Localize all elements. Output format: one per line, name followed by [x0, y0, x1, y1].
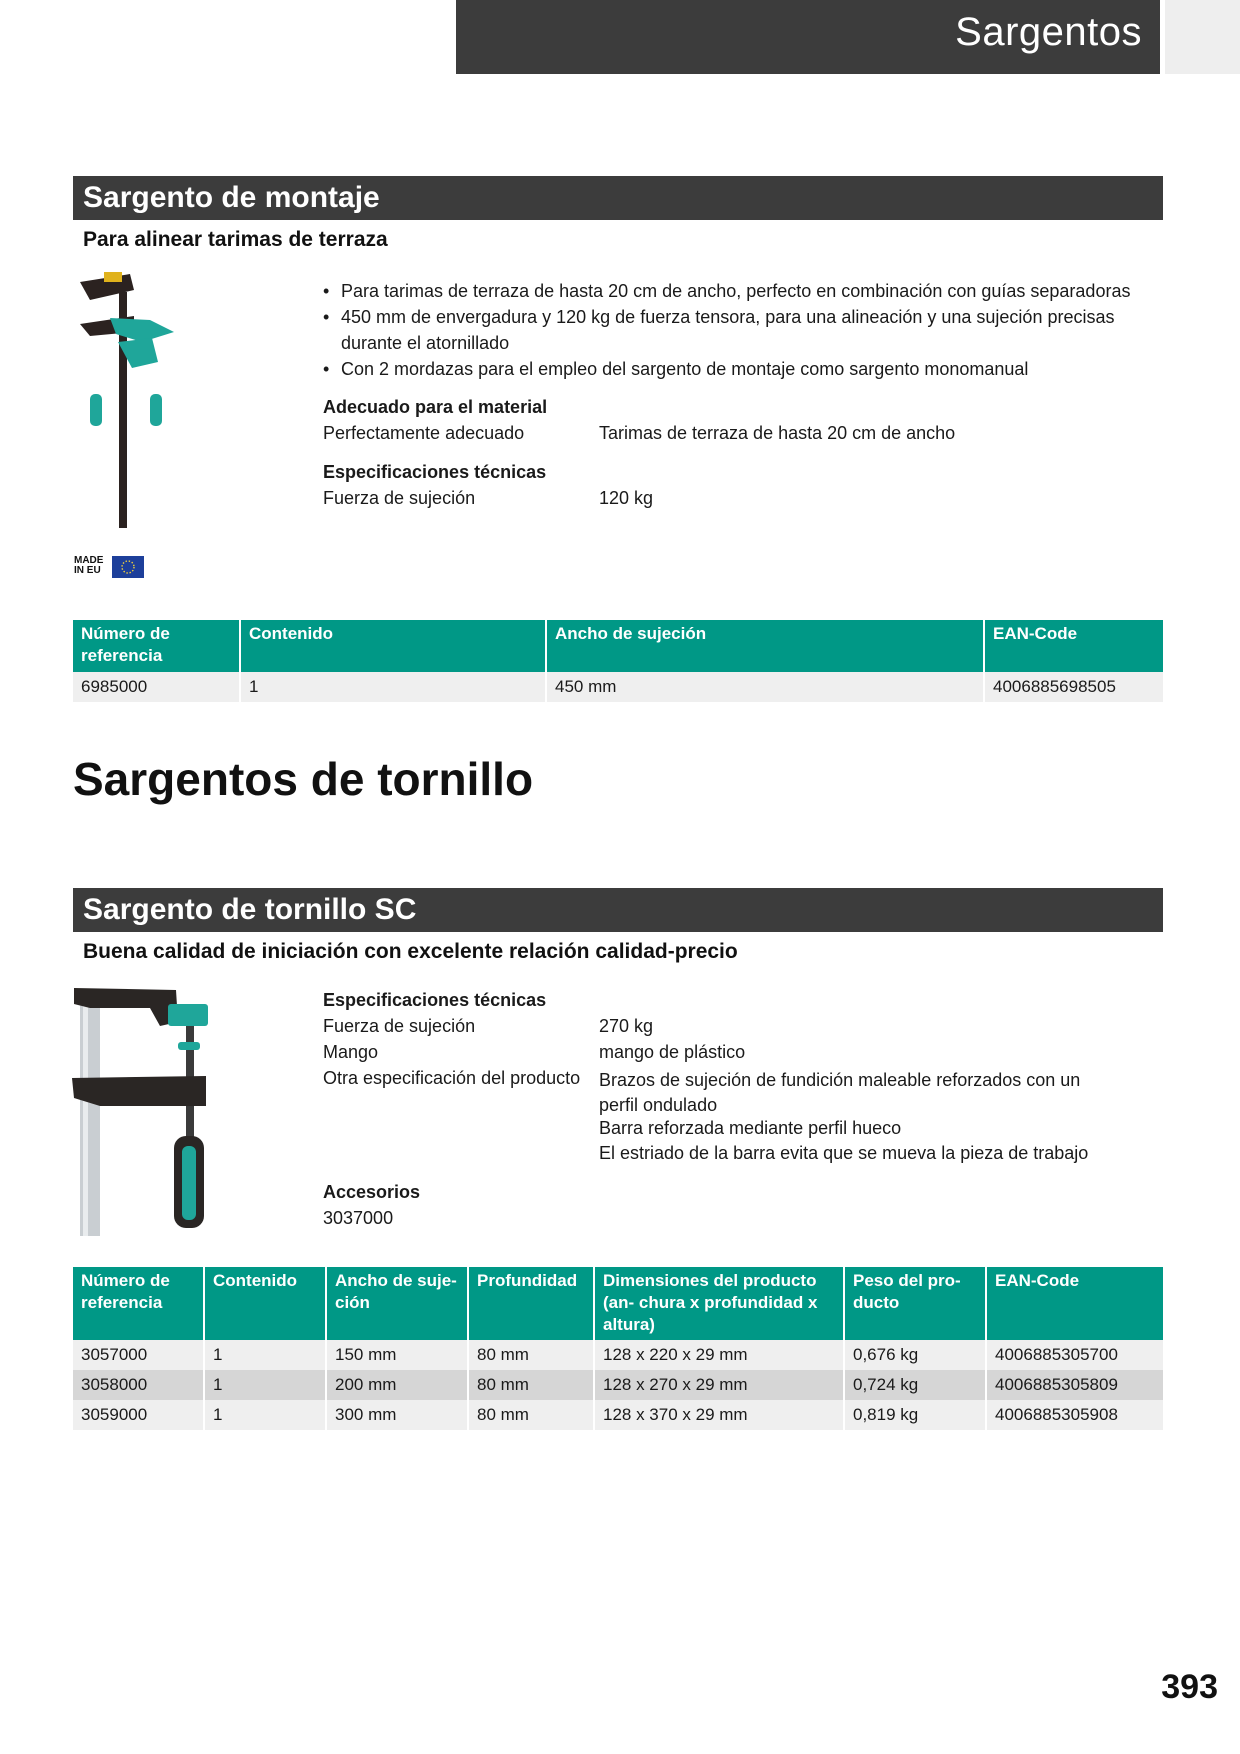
accessories-heading: Accesorios: [323, 1182, 421, 1202]
table-cell: 1: [205, 1340, 325, 1370]
table-cell: 80 mm: [469, 1400, 593, 1430]
table-header-row: [73, 1267, 1163, 1340]
table-row: [73, 672, 1163, 702]
chapter-title: Sargentos: [955, 10, 1142, 54]
table-cell: 6985000: [73, 672, 239, 702]
spec-value: Brazos de sujeción de fundición maleable reforzados con un perfil ondulado: [599, 1070, 1081, 1115]
table-cell: 128 x 370 x 29 mm: [595, 1400, 843, 1430]
made-in-eu-badge: [74, 556, 144, 580]
table-cell: 3059000: [73, 1400, 203, 1430]
table-header: Peso del pro- ducto: [845, 1267, 985, 1340]
spec-label: Fuerza de sujeción: [323, 1016, 476, 1036]
table-header: Profundidad: [469, 1267, 593, 1340]
table-header: EAN-Code: [985, 620, 1163, 672]
table-cell: 0,676 kg: [845, 1340, 985, 1370]
force-label: Fuerza de sujeción: [323, 488, 476, 508]
force-value: 120 kg: [599, 488, 654, 508]
spec-label: Mango: [323, 1042, 379, 1062]
table-cell: 80 mm: [469, 1340, 593, 1370]
table-cell: 200 mm: [327, 1370, 467, 1400]
feature-item: • Para tarimas de terraza de hasta 20 cm de ancho, perfecto en combinación con guías separadoras: [323, 278, 1143, 304]
spec-value: 270 kg: [599, 1016, 654, 1036]
accessories-value: 3037000: [323, 1208, 394, 1228]
table-cell: 1: [205, 1370, 325, 1400]
table-cell: 128 x 220 x 29 mm: [595, 1340, 843, 1370]
material-value: Tarimas de terraza de hasta 20 cm de ancho: [599, 423, 956, 443]
product-table: [71, 620, 1165, 702]
table-header: Número de referencia: [73, 620, 239, 672]
page-number: 393: [1161, 1668, 1218, 1706]
table-cell: 80 mm: [469, 1370, 593, 1400]
table-row: [73, 1370, 1163, 1400]
table-cell: 0,819 kg: [845, 1400, 985, 1430]
table-cell: 4006885698505: [985, 672, 1163, 702]
table-cell: 4006885305700: [987, 1340, 1163, 1370]
table-cell: 0,724 kg: [845, 1370, 985, 1400]
product-table: [71, 1267, 1165, 1430]
table-row: [73, 1400, 1163, 1430]
feature-list: [323, 278, 1143, 382]
badge-text: IN EU: [74, 565, 101, 576]
table-cell: 3058000: [73, 1370, 203, 1400]
badge-text: MADE: [74, 555, 104, 566]
table-header-row: [73, 620, 1163, 672]
table-cell: 4006885305809: [987, 1370, 1163, 1400]
table-cell: 300 mm: [327, 1400, 467, 1430]
section-title-bar: Sargento de montaje: [73, 176, 1163, 220]
table-cell: 450 mm: [547, 672, 983, 702]
table-cell: 1: [205, 1400, 325, 1430]
table-header: EAN-Code: [987, 1267, 1163, 1340]
feature-item: • Con 2 mordazas para el empleo del sargento de montaje como sargento monomanual: [323, 356, 1143, 382]
spec-label: Otra especificación del producto: [323, 1068, 581, 1088]
quick-clamp-image: [70, 272, 182, 532]
table-header: Dimensiones del producto (an- chura x profundidad x altura): [595, 1267, 843, 1340]
chapter-header-bar: [456, 0, 1160, 74]
spec-value: mango de plástico: [599, 1042, 746, 1062]
table-cell: 150 mm: [327, 1340, 467, 1370]
table-cell: 3057000: [73, 1340, 203, 1370]
specs-heading: Especificaciones técnicas: [323, 990, 547, 1010]
section-subtitle: Para alinear tarimas de terraza: [83, 228, 388, 251]
table-header: Ancho de suje- ción: [327, 1267, 467, 1340]
table-header: Número de referencia: [73, 1267, 203, 1340]
section-subtitle: Buena calidad de iniciación con excelente relación calidad-precio: [83, 940, 738, 963]
table-cell: 1: [241, 672, 545, 702]
spec-value: Barra reforzada mediante perfil hueco: [599, 1118, 902, 1138]
specs-heading: Especificaciones técnicas: [323, 462, 547, 482]
chapter-tab: [1165, 0, 1240, 74]
material-label: Perfectamente adecuado: [323, 423, 525, 443]
section-title-bar: Sargento de tornillo SC: [73, 888, 1163, 932]
table-cell: 128 x 270 x 29 mm: [595, 1370, 843, 1400]
screw-clamp-image: [70, 986, 220, 1240]
material-heading: Adecuado para el material: [323, 397, 548, 417]
table-cell: 4006885305908: [987, 1400, 1163, 1430]
table-header: Contenido: [205, 1267, 325, 1340]
eu-flag-icon: [112, 556, 144, 578]
table-header: Ancho de sujeción: [547, 620, 983, 672]
category-heading: Sargentos de tornillo: [73, 753, 534, 805]
table-row: [73, 1340, 1163, 1370]
feature-item: • 450 mm de envergadura y 120 kg de fuerza tensora, para una alineación y una sujeción precisas durante el atornillado: [323, 304, 1143, 356]
spec-value: El estriado de la barra evita que se mueva la pieza de trabajo: [599, 1143, 1089, 1163]
table-header: Contenido: [241, 620, 545, 672]
